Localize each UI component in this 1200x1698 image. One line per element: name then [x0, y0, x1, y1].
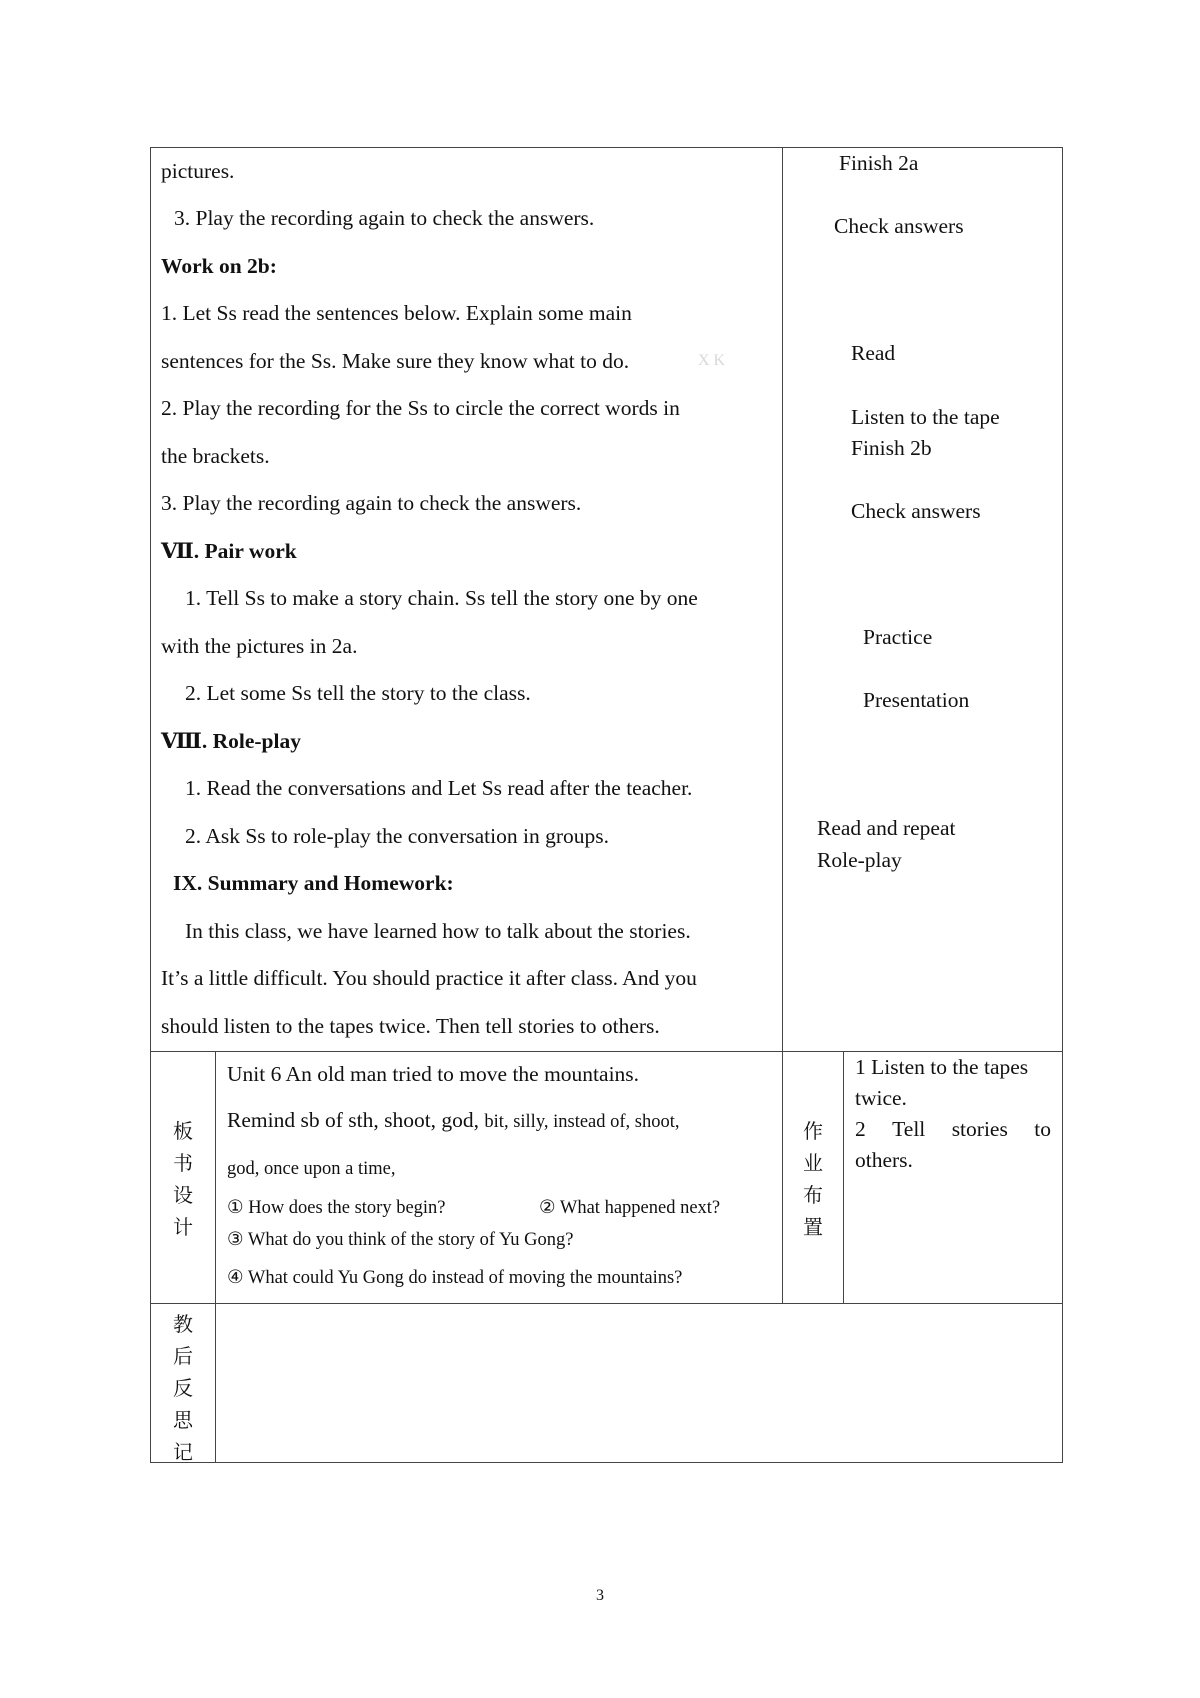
- board-vocab: Remind sb of sth, shoot, god, bit, silly, instead of, shoot,: [227, 1108, 680, 1132]
- divider-homework-label: [843, 1051, 844, 1304]
- board-question: ② What happened next?: [539, 1198, 721, 1218]
- activity-text: Listen to the tape: [851, 405, 1000, 429]
- activity-text: Check answers: [834, 214, 964, 238]
- activity-text: Read and repeat: [817, 816, 956, 840]
- step-text: with the pictures in 2a.: [161, 634, 358, 658]
- step-text: 2. Ask Ss to role-play the conversation in groups.: [185, 824, 609, 848]
- board-vocab-line2: god, once upon a time,: [227, 1159, 396, 1179]
- board-design-label: 板 书 设 计: [173, 1119, 193, 1239]
- homework-line: twice.: [855, 1086, 907, 1110]
- board-question: ③ What do you think of the story of Yu Gong?: [227, 1230, 574, 1250]
- reflection-area: [216, 1304, 1062, 1462]
- step-text: 2. Let some Ss tell the story to the class.: [185, 681, 531, 705]
- reflection-label: 教 后 反 思 记: [173, 1312, 193, 1464]
- board-question: ④ What could Yu Gong do instead of moving the mountains?: [227, 1268, 683, 1288]
- table-border-right: [1062, 147, 1063, 1463]
- step-text: the brackets.: [161, 444, 270, 468]
- table-border-top: [150, 147, 1063, 148]
- lesson-plan-table: [150, 147, 1063, 1463]
- step-text: 3. Play the recording again to check the answers.: [174, 206, 595, 230]
- step-text: In this class, we have learned how to talk about the stories.: [185, 919, 691, 943]
- section-heading: IX. Summary and Homework:: [173, 871, 454, 895]
- board-title: Unit 6 An old man tried to move the mountains.: [227, 1062, 640, 1086]
- step-text: 2. Play the recording for the Ss to circle the correct words in: [161, 396, 680, 420]
- step-text: should listen to the tapes twice. Then tell stories to others.: [161, 1014, 660, 1038]
- homework-line: 1 Listen to the tapes: [855, 1055, 1029, 1079]
- section-heading: Ⅶ. Pair work: [161, 539, 297, 563]
- activity-text: Presentation: [863, 688, 970, 712]
- table-border-bottom: [150, 1462, 1063, 1463]
- activity-text: Practice: [863, 625, 933, 649]
- divider-row-board: [150, 1051, 1063, 1052]
- step-text: 1. Tell Ss to make a story chain. Ss tell the story one by one: [185, 586, 698, 610]
- activity-text: Check answers: [851, 499, 981, 523]
- board-question: ① How does the story begin?: [227, 1198, 446, 1218]
- step-text: 3. Play the recording again to check the answers.: [161, 491, 582, 515]
- section-heading: Ⅷ. Role-play: [161, 729, 301, 753]
- step-text: sentences for the Ss. Make sure they know what to do.: [161, 349, 630, 373]
- activity-text: Finish 2a: [839, 151, 919, 175]
- activity-text: Role-play: [817, 848, 902, 872]
- homework-label: 作 业 布 置: [803, 1119, 823, 1239]
- step-text: It’s a little difficult. You should practice it after class. And you: [161, 966, 697, 990]
- section-heading: Work on 2b:: [161, 254, 277, 278]
- step-text: 1. Let Ss read the sentences below. Explain some main: [161, 301, 632, 325]
- homework-line: others.: [855, 1148, 913, 1172]
- homework-line: 2 Tell stories to: [855, 1117, 1051, 1141]
- table-border-left: [150, 147, 151, 1463]
- step-text: 1. Read the conversations and Let Ss read after the teacher.: [185, 776, 693, 800]
- activity-text: Finish 2b: [851, 436, 932, 460]
- faint-watermark: X K: [698, 352, 726, 369]
- step-text: pictures.: [161, 159, 235, 183]
- page-number: 3: [596, 1587, 604, 1604]
- divider-main-right: [782, 147, 783, 1304]
- activity-text: Read: [851, 341, 896, 365]
